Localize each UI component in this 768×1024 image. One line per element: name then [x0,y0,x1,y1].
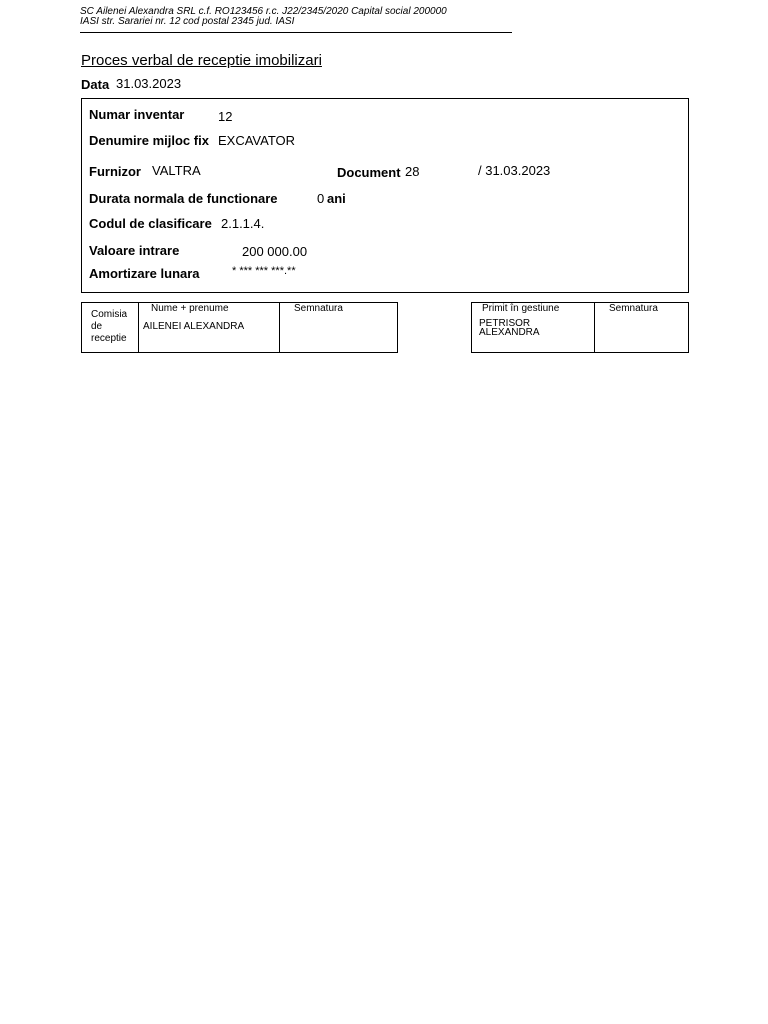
custody-header: Primit în gestiune [482,303,560,314]
entry-value-label: Valoare intrare [89,243,180,258]
inventory-value: 12 [218,109,233,124]
commission-member-name: AILENEI ALEXANDRA [143,321,245,332]
entry-value: 200 000.00 [242,244,308,259]
name-column-header: Nume + prenume [151,303,229,314]
custody-table [471,302,689,353]
asset-details-box [81,98,689,293]
document-number: 28 [405,164,420,179]
inventory-label: Numar inventar [89,107,185,122]
custody-name-line2: ALEXANDRA [479,327,540,338]
classification-value: 2.1.1.4. [221,216,265,231]
custody-signature-header: Semnatura [609,303,658,314]
date-value: 31.03.2023 [116,76,182,91]
company-header-line1: SC Ailenei Alexandra SRL c.f. RO123456 r.c. J22/2345/2020 Capital social 200000 [80,6,447,17]
duration-label: Durata normala de functionare [89,191,278,206]
depreciation-label: Amortizare lunara [89,266,200,281]
supplier-label: Furnizor [89,164,141,179]
company-header-line2: IASI str. Sarariei nr. 12 cod postal 2345 jud. IASI [80,16,295,27]
commission-table [81,302,398,353]
asset-name-label: Denumire mijloc fix [89,133,209,148]
date-label: Data [81,77,110,92]
commission-label-line3: receptie [91,333,127,344]
document-title: Proces verbal de receptie imobilizari [81,52,322,69]
custody-name-line1: PETRISOR [479,318,531,329]
classification-label: Codul de clasificare [89,216,212,231]
asset-name-value: EXCAVATOR [218,133,296,148]
depreciation-value: * *** *** ***.** [232,265,296,277]
custody-divider [594,303,595,352]
duration-unit: ani [327,191,346,206]
document-label: Document [337,165,401,180]
signature-column-header: Semnatura [294,303,343,314]
commission-label-line1: Comisia [91,309,128,320]
commission-divider [279,303,280,352]
duration-value: 0 [317,191,325,206]
commission-label-line2: de [91,321,103,332]
document-date: / 31.03.2023 [478,163,551,178]
supplier-value: VALTRA [152,163,201,178]
commission-divider [138,303,139,352]
header-divider [80,32,512,33]
